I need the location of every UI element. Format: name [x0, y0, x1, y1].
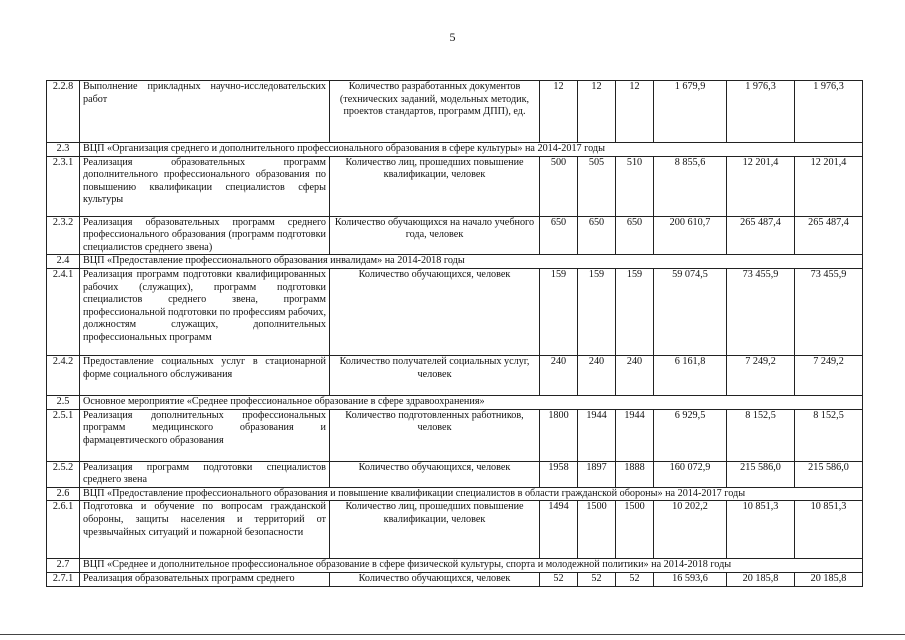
funding-year-1: 8 855,6 [654, 156, 727, 216]
indicator-value-year-1: 52 [540, 572, 578, 586]
section-title: Основное мероприятие «Среднее профессиональное образование в сфере здравоохранения» [80, 395, 863, 409]
indicator-name: Количество обучающихся, человек [330, 268, 540, 355]
table-row [47, 156, 863, 216]
indicator-value-year-2: 240 [578, 355, 616, 395]
measure-name: Реализация программ подготовки специалистов среднего звена [80, 461, 330, 487]
measure-name: Подготовка и обучение по вопросам гражданской обороны, защиты населения и территорий от чрезвычайных ситуаций и пожарной безопасности [80, 501, 330, 559]
section-number: 2.5 [47, 395, 80, 409]
table-row [47, 268, 863, 355]
indicator-name: Количество обучающихся, человек [330, 461, 540, 487]
indicator-name: Количество получателей социальных услуг, человек [330, 355, 540, 395]
row-number: 2.5.2 [47, 461, 80, 487]
funding-year-3: 20 185,8 [795, 572, 863, 586]
funding-year-2: 7 249,2 [727, 355, 795, 395]
table-row [47, 501, 863, 559]
row-number: 2.4.1 [47, 268, 80, 355]
funding-year-3: 73 455,9 [795, 268, 863, 355]
indicator-value-year-2: 12 [578, 81, 616, 143]
funding-year-2: 73 455,9 [727, 268, 795, 355]
table-row [47, 461, 863, 487]
indicator-name: Количество обучающихся, человек [330, 572, 540, 586]
indicator-value-year-2: 1500 [578, 501, 616, 559]
row-number: 2.3.2 [47, 216, 80, 255]
table-row [47, 216, 863, 255]
section-title: ВЦП «Среднее и дополнительное профессиональное образование в сфере физической культуры, спорта и молодежной политики» на 2014-2018 годы [80, 559, 863, 573]
table-row [47, 81, 863, 143]
indicator-name: Количество обучающихся на начало учебного года, человек [330, 216, 540, 255]
indicator-value-year-1: 1958 [540, 461, 578, 487]
row-number: 2.7.1 [47, 572, 80, 586]
indicator-name: Количество лиц, прошедших повышение квалификации, человек [330, 156, 540, 216]
section-number: 2.6 [47, 487, 80, 501]
section-number: 2.4 [47, 255, 80, 269]
indicator-name: Количество лиц, прошедших повышение квалификации, человек [330, 501, 540, 559]
section-row [47, 559, 863, 573]
section-row [47, 143, 863, 157]
funding-year-3: 10 851,3 [795, 501, 863, 559]
section-row [47, 395, 863, 409]
funding-year-3: 265 487,4 [795, 216, 863, 255]
indicator-value-year-3: 510 [616, 156, 654, 216]
indicator-value-year-3: 52 [616, 572, 654, 586]
funding-year-1: 10 202,2 [654, 501, 727, 559]
funding-year-2: 265 487,4 [727, 216, 795, 255]
funding-year-3: 8 152,5 [795, 409, 863, 461]
indicator-value-year-1: 12 [540, 81, 578, 143]
measure-name: Реализация дополнительных профессиональных программ медицинского образования и фармацевтического образования [80, 409, 330, 461]
funding-year-2: 12 201,4 [727, 156, 795, 216]
funding-year-1: 6 929,5 [654, 409, 727, 461]
measure-name: Выполнение прикладных научно-исследовательских работ [80, 81, 330, 143]
bottom-rule [0, 634, 905, 635]
indicator-value-year-3: 1944 [616, 409, 654, 461]
funding-year-2: 215 586,0 [727, 461, 795, 487]
indicator-value-year-1: 500 [540, 156, 578, 216]
table-row [47, 355, 863, 395]
indicator-value-year-2: 52 [578, 572, 616, 586]
funding-year-1: 200 610,7 [654, 216, 727, 255]
funding-year-1: 160 072,9 [654, 461, 727, 487]
table-row [47, 572, 863, 586]
measure-name: Реализация образовательных программ среднего профессионального образования (программ подготовки специалистов среднего звена) [80, 216, 330, 255]
indicator-value-year-1: 1494 [540, 501, 578, 559]
measure-name: Предоставление социальных услуг в стационарной форме социального обслуживания [80, 355, 330, 395]
section-number: 2.3 [47, 143, 80, 157]
table-row [47, 409, 863, 461]
indicator-value-year-2: 1897 [578, 461, 616, 487]
indicator-value-year-3: 159 [616, 268, 654, 355]
indicator-value-year-2: 159 [578, 268, 616, 355]
section-number: 2.7 [47, 559, 80, 573]
indicator-name: Количество подготовленных работников, человек [330, 409, 540, 461]
funding-year-1: 16 593,6 [654, 572, 727, 586]
indicator-value-year-3: 240 [616, 355, 654, 395]
indicator-value-year-1: 159 [540, 268, 578, 355]
indicator-value-year-3: 12 [616, 81, 654, 143]
funding-year-3: 12 201,4 [795, 156, 863, 216]
funding-year-3: 215 586,0 [795, 461, 863, 487]
funding-year-2: 10 851,3 [727, 501, 795, 559]
measure-name: Реализация образовательных программ среднего [80, 572, 330, 586]
row-number: 2.2.8 [47, 81, 80, 143]
indicator-value-year-1: 1800 [540, 409, 578, 461]
row-number: 2.5.1 [47, 409, 80, 461]
funding-year-1: 59 074,5 [654, 268, 727, 355]
indicator-value-year-2: 1944 [578, 409, 616, 461]
section-title: ВЦП «Предоставление профессионального образования и повышение квалификации специалистов в области гражданской обороны» на 2014-2017 годы [80, 487, 863, 501]
page-number: 5 [449, 30, 456, 44]
indicator-value-year-2: 505 [578, 156, 616, 216]
indicator-value-year-2: 650 [578, 216, 616, 255]
indicator-value-year-3: 1888 [616, 461, 654, 487]
section-title: ВЦП «Организация среднего и дополнительного профессионального образования в сфере культуры» на 2014-2017 годы [80, 143, 863, 157]
measure-name: Реализация программ подготовки квалифицированных рабочих (служащих), программ подготовки специалистов среднего звена, программ профессиональной подготовки по профессиям рабочих, должностям служащих, дополнительных профессиональных программ [80, 268, 330, 355]
section-row [47, 487, 863, 501]
program-table [46, 80, 863, 587]
measure-name: Реализация образовательных программ дополнительного профессионального образования по повышению квалификации специалистов сферы культуры [80, 156, 330, 216]
table-body [47, 81, 863, 587]
section-row [47, 255, 863, 269]
funding-year-2: 8 152,5 [727, 409, 795, 461]
row-number: 2.6.1 [47, 501, 80, 559]
funding-year-2: 20 185,8 [727, 572, 795, 586]
funding-year-3: 1 976,3 [795, 81, 863, 143]
row-number: 2.3.1 [47, 156, 80, 216]
indicator-value-year-3: 650 [616, 216, 654, 255]
section-title: ВЦП «Предоставление профессионального образования инвалидам» на 2014-2018 годы [80, 255, 863, 269]
funding-year-3: 7 249,2 [795, 355, 863, 395]
indicator-value-year-1: 650 [540, 216, 578, 255]
indicator-value-year-3: 1500 [616, 501, 654, 559]
row-number: 2.4.2 [47, 355, 80, 395]
indicator-name: Количество разработанных документов (технических заданий, модельных методик, проектов стандартов, программ ДПП), ед. [330, 81, 540, 143]
funding-year-1: 1 679,9 [654, 81, 727, 143]
indicator-value-year-1: 240 [540, 355, 578, 395]
funding-year-1: 6 161,8 [654, 355, 727, 395]
funding-year-2: 1 976,3 [727, 81, 795, 143]
